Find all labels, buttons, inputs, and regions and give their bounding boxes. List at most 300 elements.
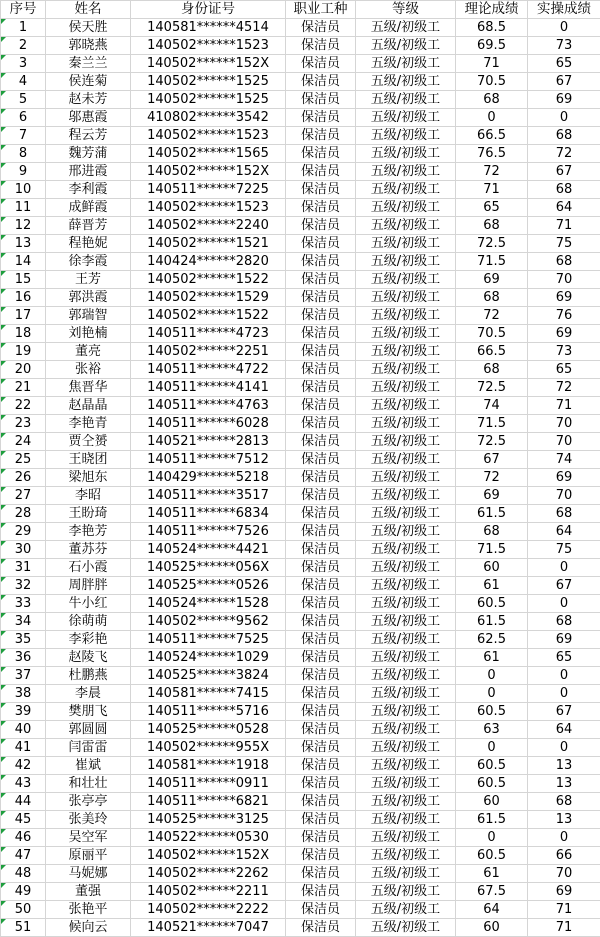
cell-id[interactable]: 140502******1522	[131, 307, 286, 325]
cell-theory[interactable]: 62.5	[456, 631, 528, 649]
cell-theory[interactable]: 69	[456, 271, 528, 289]
cell-theory[interactable]: 63	[456, 721, 528, 739]
cell-theory[interactable]: 65	[456, 199, 528, 217]
cell-id[interactable]: 140502******9562	[131, 613, 286, 631]
cell-practical[interactable]: 0	[528, 595, 600, 613]
cell-name[interactable]: 牛小红	[46, 595, 131, 613]
cell-seq[interactable]: 25	[1, 451, 46, 469]
cell-practical[interactable]: 0	[528, 829, 600, 847]
cell-level[interactable]: 五级/初级工	[356, 631, 456, 649]
cell-job[interactable]: 保洁员	[286, 703, 356, 721]
cell-name[interactable]: 周胖胖	[46, 577, 131, 595]
cell-job[interactable]: 保洁员	[286, 433, 356, 451]
cell-theory[interactable]: 67	[456, 451, 528, 469]
cell-name[interactable]: 程云芳	[46, 127, 131, 145]
cell-id[interactable]: 140511******6821	[131, 793, 286, 811]
cell-practical[interactable]: 70	[528, 487, 600, 505]
cell-id[interactable]: 140511******4723	[131, 325, 286, 343]
cell-job[interactable]: 保洁员	[286, 865, 356, 883]
cell-seq[interactable]: 44	[1, 793, 46, 811]
cell-job[interactable]: 保洁员	[286, 55, 356, 73]
cell-id[interactable]: 140502******1523	[131, 127, 286, 145]
cell-id[interactable]: 140511******4722	[131, 361, 286, 379]
cell-practical[interactable]: 0	[528, 739, 600, 757]
cell-seq[interactable]: 7	[1, 127, 46, 145]
cell-id[interactable]: 140429******5218	[131, 469, 286, 487]
cell-theory[interactable]: 64	[456, 901, 528, 919]
cell-practical[interactable]: 73	[528, 37, 600, 55]
cell-job[interactable]: 保洁员	[286, 307, 356, 325]
cell-practical[interactable]: 68	[528, 505, 600, 523]
cell-seq[interactable]: 35	[1, 631, 46, 649]
cell-practical[interactable]: 71	[528, 397, 600, 415]
cell-id[interactable]: 140511******4141	[131, 379, 286, 397]
cell-level[interactable]: 五级/初级工	[356, 685, 456, 703]
cell-theory[interactable]: 0	[456, 829, 528, 847]
cell-theory[interactable]: 68	[456, 217, 528, 235]
cell-practical[interactable]: 70	[528, 415, 600, 433]
cell-level[interactable]: 五级/初级工	[356, 739, 456, 757]
cell-name[interactable]: 李昭	[46, 487, 131, 505]
cell-id[interactable]: 140522******0530	[131, 829, 286, 847]
cell-id[interactable]: 140502******152X	[131, 847, 286, 865]
cell-seq[interactable]: 45	[1, 811, 46, 829]
cell-level[interactable]: 五级/初级工	[356, 253, 456, 271]
cell-practical[interactable]: 65	[528, 649, 600, 667]
cell-level[interactable]: 五级/初级工	[356, 91, 456, 109]
cell-theory[interactable]: 60	[456, 919, 528, 937]
cell-level[interactable]: 五级/初级工	[356, 217, 456, 235]
cell-job[interactable]: 保洁员	[286, 541, 356, 559]
cell-seq[interactable]: 28	[1, 505, 46, 523]
cell-practical[interactable]: 69	[528, 883, 600, 901]
cell-theory[interactable]: 0	[456, 685, 528, 703]
cell-name[interactable]: 徐萌萌	[46, 613, 131, 631]
cell-practical[interactable]: 71	[528, 901, 600, 919]
cell-seq[interactable]: 23	[1, 415, 46, 433]
cell-level[interactable]: 五级/初级工	[356, 379, 456, 397]
cell-id[interactable]: 140525******056X	[131, 559, 286, 577]
cell-name[interactable]: 张裕	[46, 361, 131, 379]
cell-job[interactable]: 保洁员	[286, 217, 356, 235]
cell-practical[interactable]: 69	[528, 631, 600, 649]
col-header-level[interactable]: 等级	[356, 1, 456, 19]
cell-job[interactable]: 保洁员	[286, 181, 356, 199]
cell-theory[interactable]: 61.5	[456, 811, 528, 829]
cell-theory[interactable]: 71.5	[456, 541, 528, 559]
cell-seq[interactable]: 15	[1, 271, 46, 289]
cell-theory[interactable]: 0	[456, 109, 528, 127]
cell-seq[interactable]: 29	[1, 523, 46, 541]
cell-job[interactable]: 保洁员	[286, 109, 356, 127]
cell-seq[interactable]: 43	[1, 775, 46, 793]
cell-practical[interactable]: 0	[528, 559, 600, 577]
cell-id[interactable]: 140525******0528	[131, 721, 286, 739]
cell-id[interactable]: 140502******152X	[131, 55, 286, 73]
cell-job[interactable]: 保洁员	[286, 721, 356, 739]
cell-id[interactable]: 140511******7225	[131, 181, 286, 199]
cell-practical[interactable]: 65	[528, 361, 600, 379]
cell-id[interactable]: 140581******4514	[131, 19, 286, 37]
cell-id[interactable]: 140511******0911	[131, 775, 286, 793]
cell-level[interactable]: 五级/初级工	[356, 181, 456, 199]
cell-name[interactable]: 王晓团	[46, 451, 131, 469]
cell-name[interactable]: 贾仝赟	[46, 433, 131, 451]
cell-id[interactable]: 140502******1522	[131, 271, 286, 289]
cell-level[interactable]: 五级/初级工	[356, 595, 456, 613]
cell-theory[interactable]: 71.5	[456, 253, 528, 271]
cell-level[interactable]: 五级/初级工	[356, 469, 456, 487]
cell-job[interactable]: 保洁员	[286, 325, 356, 343]
cell-id[interactable]: 140502******2262	[131, 865, 286, 883]
cell-practical[interactable]: 0	[528, 19, 600, 37]
cell-practical[interactable]: 0	[528, 109, 600, 127]
cell-seq[interactable]: 8	[1, 145, 46, 163]
cell-seq[interactable]: 14	[1, 253, 46, 271]
cell-job[interactable]: 保洁员	[286, 901, 356, 919]
cell-name[interactable]: 焦晋华	[46, 379, 131, 397]
cell-practical[interactable]: 0	[528, 685, 600, 703]
col-header-practical[interactable]: 实操成绩	[528, 1, 600, 19]
cell-id[interactable]: 140511******7512	[131, 451, 286, 469]
cell-job[interactable]: 保洁员	[286, 775, 356, 793]
cell-id[interactable]: 140581******7415	[131, 685, 286, 703]
cell-id[interactable]: 140502******955X	[131, 739, 286, 757]
cell-job[interactable]: 保洁员	[286, 667, 356, 685]
cell-level[interactable]: 五级/初级工	[356, 37, 456, 55]
cell-level[interactable]: 五级/初级工	[356, 793, 456, 811]
cell-level[interactable]: 五级/初级工	[356, 271, 456, 289]
col-header-id[interactable]: 身份证号	[131, 1, 286, 19]
cell-level[interactable]: 五级/初级工	[356, 667, 456, 685]
cell-practical[interactable]: 66	[528, 847, 600, 865]
cell-name[interactable]: 侯连菊	[46, 73, 131, 91]
cell-job[interactable]: 保洁员	[286, 649, 356, 667]
cell-theory[interactable]: 60.5	[456, 775, 528, 793]
cell-name[interactable]: 郭洪霞	[46, 289, 131, 307]
cell-level[interactable]: 五级/初级工	[356, 235, 456, 253]
cell-name[interactable]: 樊朋飞	[46, 703, 131, 721]
cell-job[interactable]: 保洁员	[286, 343, 356, 361]
cell-practical[interactable]: 71	[528, 217, 600, 235]
cell-seq[interactable]: 26	[1, 469, 46, 487]
cell-name[interactable]: 李艳青	[46, 415, 131, 433]
cell-name[interactable]: 李艳芳	[46, 523, 131, 541]
cell-id[interactable]: 140502******1525	[131, 91, 286, 109]
cell-level[interactable]: 五级/初级工	[356, 325, 456, 343]
cell-id[interactable]: 140525******0526	[131, 577, 286, 595]
cell-practical[interactable]: 68	[528, 127, 600, 145]
cell-name[interactable]: 张美玲	[46, 811, 131, 829]
cell-theory[interactable]: 0	[456, 667, 528, 685]
cell-name[interactable]: 魏芳蒲	[46, 145, 131, 163]
cell-job[interactable]: 保洁员	[286, 19, 356, 37]
cell-seq[interactable]: 1	[1, 19, 46, 37]
cell-seq[interactable]: 21	[1, 379, 46, 397]
cell-job[interactable]: 保洁员	[286, 739, 356, 757]
cell-name[interactable]: 郭晓燕	[46, 37, 131, 55]
cell-job[interactable]: 保洁员	[286, 289, 356, 307]
cell-job[interactable]: 保洁员	[286, 829, 356, 847]
cell-level[interactable]: 五级/初级工	[356, 109, 456, 127]
cell-practical[interactable]: 69	[528, 325, 600, 343]
cell-job[interactable]: 保洁员	[286, 523, 356, 541]
cell-level[interactable]: 五级/初级工	[356, 847, 456, 865]
cell-job[interactable]: 保洁员	[286, 163, 356, 181]
cell-seq[interactable]: 13	[1, 235, 46, 253]
cell-level[interactable]: 五级/初级工	[356, 919, 456, 937]
cell-seq[interactable]: 36	[1, 649, 46, 667]
cell-seq[interactable]: 5	[1, 91, 46, 109]
cell-practical[interactable]: 70	[528, 433, 600, 451]
cell-practical[interactable]: 68	[528, 793, 600, 811]
cell-name[interactable]: 董亮	[46, 343, 131, 361]
cell-name[interactable]: 董苏芬	[46, 541, 131, 559]
cell-seq[interactable]: 33	[1, 595, 46, 613]
cell-seq[interactable]: 2	[1, 37, 46, 55]
cell-seq[interactable]: 40	[1, 721, 46, 739]
cell-job[interactable]: 保洁员	[286, 757, 356, 775]
cell-theory[interactable]: 61	[456, 865, 528, 883]
cell-job[interactable]: 保洁员	[286, 235, 356, 253]
cell-job[interactable]: 保洁员	[286, 415, 356, 433]
cell-id[interactable]: 140502******1565	[131, 145, 286, 163]
cell-level[interactable]: 五级/初级工	[356, 505, 456, 523]
cell-name[interactable]: 李晨	[46, 685, 131, 703]
cell-id[interactable]: 140511******6834	[131, 505, 286, 523]
cell-theory[interactable]: 71.5	[456, 415, 528, 433]
cell-level[interactable]: 五级/初级工	[356, 829, 456, 847]
cell-id[interactable]: 140502******1523	[131, 37, 286, 55]
cell-theory[interactable]: 68	[456, 523, 528, 541]
cell-theory[interactable]: 69	[456, 487, 528, 505]
cell-job[interactable]: 保洁员	[286, 91, 356, 109]
cell-level[interactable]: 五级/初级工	[356, 19, 456, 37]
col-header-name[interactable]: 姓名	[46, 1, 131, 19]
cell-level[interactable]: 五级/初级工	[356, 559, 456, 577]
cell-level[interactable]: 五级/初级工	[356, 703, 456, 721]
cell-theory[interactable]: 61	[456, 649, 528, 667]
cell-theory[interactable]: 60.5	[456, 847, 528, 865]
cell-name[interactable]: 秦兰兰	[46, 55, 131, 73]
col-header-seq[interactable]: 序号	[1, 1, 46, 19]
cell-theory[interactable]: 61	[456, 577, 528, 595]
cell-practical[interactable]: 69	[528, 469, 600, 487]
cell-level[interactable]: 五级/初级工	[356, 541, 456, 559]
cell-name[interactable]: 原丽平	[46, 847, 131, 865]
cell-theory[interactable]: 72	[456, 469, 528, 487]
cell-seq[interactable]: 46	[1, 829, 46, 847]
cell-theory[interactable]: 60	[456, 559, 528, 577]
cell-id[interactable]: 140521******7047	[131, 919, 286, 937]
cell-seq[interactable]: 51	[1, 919, 46, 937]
cell-job[interactable]: 保洁员	[286, 559, 356, 577]
cell-id[interactable]: 140521******2813	[131, 433, 286, 451]
cell-job[interactable]: 保洁员	[286, 793, 356, 811]
cell-level[interactable]: 五级/初级工	[356, 577, 456, 595]
cell-seq[interactable]: 6	[1, 109, 46, 127]
cell-job[interactable]: 保洁员	[286, 271, 356, 289]
cell-practical[interactable]: 13	[528, 757, 600, 775]
cell-theory[interactable]: 71	[456, 55, 528, 73]
cell-job[interactable]: 保洁员	[286, 73, 356, 91]
cell-theory[interactable]: 66.5	[456, 343, 528, 361]
cell-name[interactable]: 郭圆圆	[46, 721, 131, 739]
cell-job[interactable]: 保洁员	[286, 595, 356, 613]
cell-name[interactable]: 李利霞	[46, 181, 131, 199]
cell-seq[interactable]: 20	[1, 361, 46, 379]
cell-level[interactable]: 五级/初级工	[356, 883, 456, 901]
cell-level[interactable]: 五级/初级工	[356, 415, 456, 433]
cell-level[interactable]: 五级/初级工	[356, 199, 456, 217]
cell-seq[interactable]: 31	[1, 559, 46, 577]
cell-seq[interactable]: 42	[1, 757, 46, 775]
cell-name[interactable]: 王芳	[46, 271, 131, 289]
cell-level[interactable]: 五级/初级工	[356, 55, 456, 73]
cell-level[interactable]: 五级/初级工	[356, 811, 456, 829]
cell-name[interactable]: 和壮壮	[46, 775, 131, 793]
cell-name[interactable]: 徐李霞	[46, 253, 131, 271]
cell-id[interactable]: 140502******2211	[131, 883, 286, 901]
cell-theory[interactable]: 72.5	[456, 379, 528, 397]
cell-theory[interactable]: 60.5	[456, 757, 528, 775]
cell-name[interactable]: 李彩艳	[46, 631, 131, 649]
cell-theory[interactable]: 60.5	[456, 595, 528, 613]
cell-seq[interactable]: 38	[1, 685, 46, 703]
cell-name[interactable]: 张亭亭	[46, 793, 131, 811]
cell-name[interactable]: 杜鹏燕	[46, 667, 131, 685]
cell-theory[interactable]: 61.5	[456, 613, 528, 631]
cell-practical[interactable]: 13	[528, 775, 600, 793]
cell-practical[interactable]: 64	[528, 199, 600, 217]
cell-seq[interactable]: 49	[1, 883, 46, 901]
cell-practical[interactable]: 71	[528, 919, 600, 937]
cell-theory[interactable]: 68.5	[456, 19, 528, 37]
cell-id[interactable]: 140502******2222	[131, 901, 286, 919]
cell-theory[interactable]: 61.5	[456, 505, 528, 523]
cell-level[interactable]: 五级/初级工	[356, 289, 456, 307]
cell-job[interactable]: 保洁员	[286, 685, 356, 703]
cell-job[interactable]: 保洁员	[286, 469, 356, 487]
cell-practical[interactable]: 70	[528, 271, 600, 289]
cell-job[interactable]: 保洁员	[286, 145, 356, 163]
cell-theory[interactable]: 0	[456, 739, 528, 757]
cell-id[interactable]: 140511******6028	[131, 415, 286, 433]
col-header-theory[interactable]: 理论成绩	[456, 1, 528, 19]
cell-level[interactable]: 五级/初级工	[356, 397, 456, 415]
cell-name[interactable]: 张艳平	[46, 901, 131, 919]
cell-practical[interactable]: 67	[528, 577, 600, 595]
cell-name[interactable]: 石小霞	[46, 559, 131, 577]
cell-practical[interactable]: 68	[528, 181, 600, 199]
cell-theory[interactable]: 68	[456, 91, 528, 109]
cell-theory[interactable]: 72	[456, 307, 528, 325]
cell-practical[interactable]: 64	[528, 523, 600, 541]
cell-id[interactable]: 140511******4763	[131, 397, 286, 415]
cell-name[interactable]: 薛晋芳	[46, 217, 131, 235]
cell-name[interactable]: 邬惠霞	[46, 109, 131, 127]
cell-seq[interactable]: 30	[1, 541, 46, 559]
cell-seq[interactable]: 18	[1, 325, 46, 343]
cell-job[interactable]: 保洁员	[286, 379, 356, 397]
cell-id[interactable]: 140502******1529	[131, 289, 286, 307]
cell-level[interactable]: 五级/初级工	[356, 145, 456, 163]
cell-name[interactable]: 侯天胜	[46, 19, 131, 37]
cell-seq[interactable]: 24	[1, 433, 46, 451]
cell-id[interactable]: 140581******1918	[131, 757, 286, 775]
cell-practical[interactable]: 73	[528, 343, 600, 361]
cell-name[interactable]: 闫雷雷	[46, 739, 131, 757]
cell-seq[interactable]: 22	[1, 397, 46, 415]
cell-theory[interactable]: 68	[456, 361, 528, 379]
cell-level[interactable]: 五级/初级工	[356, 865, 456, 883]
cell-theory[interactable]: 76.5	[456, 145, 528, 163]
cell-job[interactable]: 保洁员	[286, 199, 356, 217]
cell-seq[interactable]: 19	[1, 343, 46, 361]
cell-level[interactable]: 五级/初级工	[356, 361, 456, 379]
cell-seq[interactable]: 34	[1, 613, 46, 631]
cell-name[interactable]: 崔斌	[46, 757, 131, 775]
cell-practical[interactable]: 69	[528, 289, 600, 307]
cell-seq[interactable]: 16	[1, 289, 46, 307]
cell-name[interactable]: 王盼琦	[46, 505, 131, 523]
cell-theory[interactable]: 72	[456, 163, 528, 181]
cell-job[interactable]: 保洁员	[286, 487, 356, 505]
cell-practical[interactable]: 65	[528, 55, 600, 73]
cell-seq[interactable]: 48	[1, 865, 46, 883]
cell-level[interactable]: 五级/初级工	[356, 901, 456, 919]
cell-name[interactable]: 刘艳楠	[46, 325, 131, 343]
cell-name[interactable]: 邢进霞	[46, 163, 131, 181]
cell-name[interactable]: 梁旭东	[46, 469, 131, 487]
cell-id[interactable]: 140511******7525	[131, 631, 286, 649]
cell-theory[interactable]: 60	[456, 793, 528, 811]
cell-seq[interactable]: 9	[1, 163, 46, 181]
cell-practical[interactable]: 76	[528, 307, 600, 325]
cell-name[interactable]: 赵陵飞	[46, 649, 131, 667]
cell-id[interactable]: 140502******1525	[131, 73, 286, 91]
cell-id[interactable]: 140502******2240	[131, 217, 286, 235]
cell-job[interactable]: 保洁员	[286, 253, 356, 271]
cell-seq[interactable]: 3	[1, 55, 46, 73]
cell-practical[interactable]: 0	[528, 667, 600, 685]
cell-job[interactable]: 保洁员	[286, 631, 356, 649]
cell-id[interactable]: 140525******3125	[131, 811, 286, 829]
cell-theory[interactable]: 69.5	[456, 37, 528, 55]
cell-theory[interactable]: 72.5	[456, 235, 528, 253]
cell-id[interactable]: 140511******5716	[131, 703, 286, 721]
cell-id[interactable]: 140525******3824	[131, 667, 286, 685]
cell-job[interactable]: 保洁员	[286, 847, 356, 865]
cell-theory[interactable]: 60.5	[456, 703, 528, 721]
cell-id[interactable]: 140511******3517	[131, 487, 286, 505]
cell-practical[interactable]: 67	[528, 703, 600, 721]
cell-theory[interactable]: 72.5	[456, 433, 528, 451]
cell-practical[interactable]: 75	[528, 541, 600, 559]
cell-name[interactable]: 赵未芳	[46, 91, 131, 109]
cell-practical[interactable]: 67	[528, 163, 600, 181]
cell-practical[interactable]: 72	[528, 145, 600, 163]
cell-level[interactable]: 五级/初级工	[356, 433, 456, 451]
cell-job[interactable]: 保洁员	[286, 127, 356, 145]
cell-id[interactable]: 140502******2251	[131, 343, 286, 361]
cell-job[interactable]: 保洁员	[286, 37, 356, 55]
cell-job[interactable]: 保洁员	[286, 397, 356, 415]
cell-id[interactable]: 140502******152X	[131, 163, 286, 181]
cell-theory[interactable]: 70.5	[456, 325, 528, 343]
cell-level[interactable]: 五级/初级工	[356, 73, 456, 91]
cell-name[interactable]: 马妮娜	[46, 865, 131, 883]
